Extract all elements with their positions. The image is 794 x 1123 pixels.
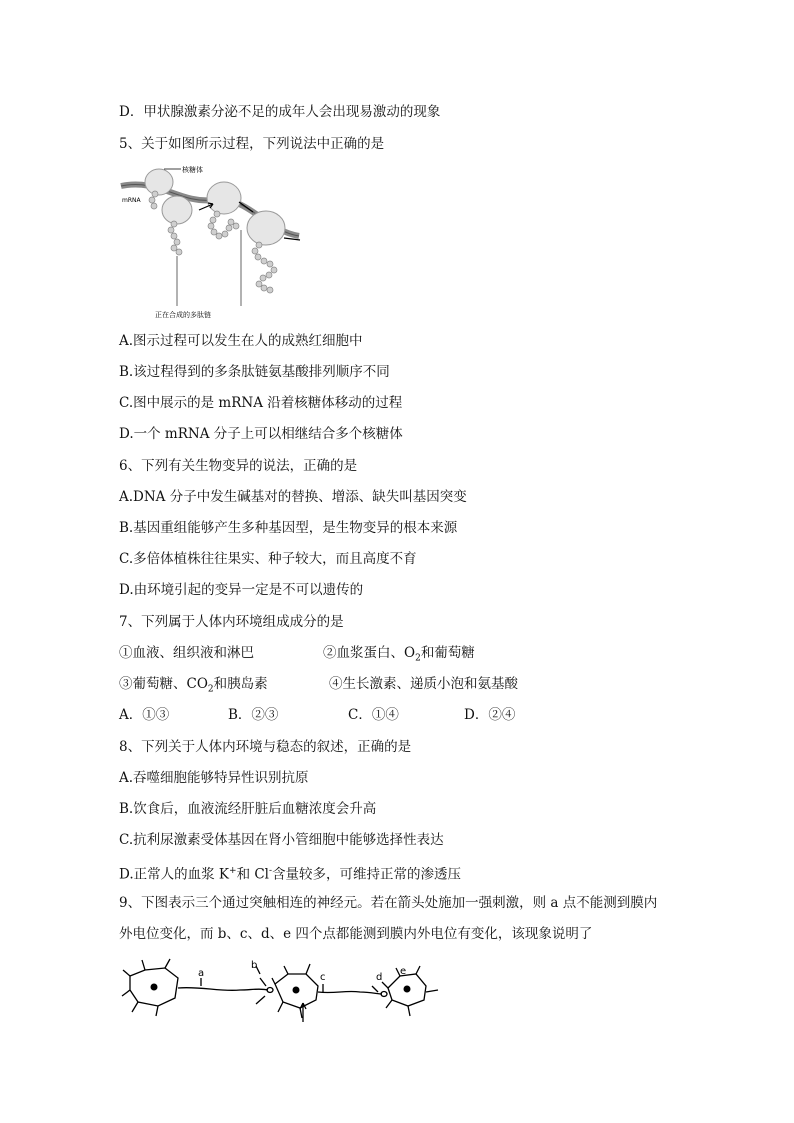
q7-item-3: ③葡萄糖、$CO_2$和胰岛素 xyxy=(119,676,268,695)
q7-item-4: ④生长激素、递质小泡和氨基酸 xyxy=(329,676,518,692)
q9-stem-line-1: 9、下图表示三个通过突触相连的神经元。若在箭头处施加一强刺激，则 a 点不能测到膜内 xyxy=(119,895,658,911)
q6-option-b: B.基因重组能够产生多种基因型，是生物变异的根本来源 xyxy=(119,520,458,536)
label-d: d xyxy=(376,972,383,983)
q5-option-d: D.一个 mRNA 分子上可以相继结合多个核糖体 xyxy=(119,426,403,442)
q5-option-a: A.图示过程可以发生在人的成熟红细胞中 xyxy=(119,333,363,349)
q7-choice-a: A．①③ xyxy=(119,707,170,723)
q8-option-b: B.饮食后，血液流经肝脏后血糖浓度会升高 xyxy=(119,801,377,817)
q5-stem: 5、关于如图所示过程，下列说法中正确的是 xyxy=(119,136,385,152)
label-b: b xyxy=(251,960,258,971)
q4-option-d: D．甲状腺激素分泌不足的成年人会出现易激动的现象 xyxy=(119,104,441,120)
q7-choice-d: D．②④ xyxy=(464,707,516,723)
q7-choice-b: B．②③ xyxy=(228,707,279,723)
q7-item-2: ②血浆蛋白、$O_2$和葡萄糖 xyxy=(323,645,475,664)
q8-option-d: D.正常人的血浆 K+和 Cl-含量较多，可维持正常的渗透压 xyxy=(119,866,462,883)
q8-option-c: C.抗利尿激素受体基因在肾小管细胞中能够选择性表达 xyxy=(119,832,444,848)
translation-figure xyxy=(119,160,309,322)
q5-option-b: B.该过程得到的多条肽链氨基酸排列顺序不同 xyxy=(119,364,390,380)
q6-option-c: C.多倍体植株往往果实、种子较大，而且高度不育 xyxy=(119,551,417,567)
label-ribosome: 核糖体 xyxy=(182,166,203,174)
neuron-figure xyxy=(120,956,440,1024)
label-e: e xyxy=(400,966,407,977)
q9-stem-line-2: 外电位变化，而 b、c、d、e 四个点都能测到膜内外电位有变化，该现象说明了 xyxy=(119,926,593,942)
q6-option-a: A.DNA 分子中发生碱基对的替换、增添、缺失叫基因突变 xyxy=(119,489,467,505)
q8-option-a: A.吞噬细胞能够特异性识别抗原 xyxy=(119,770,309,786)
q8-stem: 8、下列关于人体内环境与稳态的叙述，正确的是 xyxy=(119,739,412,755)
label-c: c xyxy=(320,972,326,983)
label-a: a xyxy=(198,968,205,979)
q6-stem: 6、下列有关生物变异的说法，正确的是 xyxy=(119,458,358,474)
q7-item-1: ①血液、组织液和淋巴 xyxy=(119,645,254,661)
q7-stem: 7、下列属于人体内环境组成成分的是 xyxy=(119,614,344,630)
label-peptide: 正在合成的多肽链 xyxy=(155,311,211,319)
label-mrna: mRNA xyxy=(122,197,141,204)
q6-option-d: D.由环境引起的变异一定是不可以遗传的 xyxy=(119,582,364,598)
q5-option-c: C.图中展示的是 mRNA 沿着核糖体移动的过程 xyxy=(119,395,403,411)
q7-choice-c: C．①④ xyxy=(348,707,399,723)
